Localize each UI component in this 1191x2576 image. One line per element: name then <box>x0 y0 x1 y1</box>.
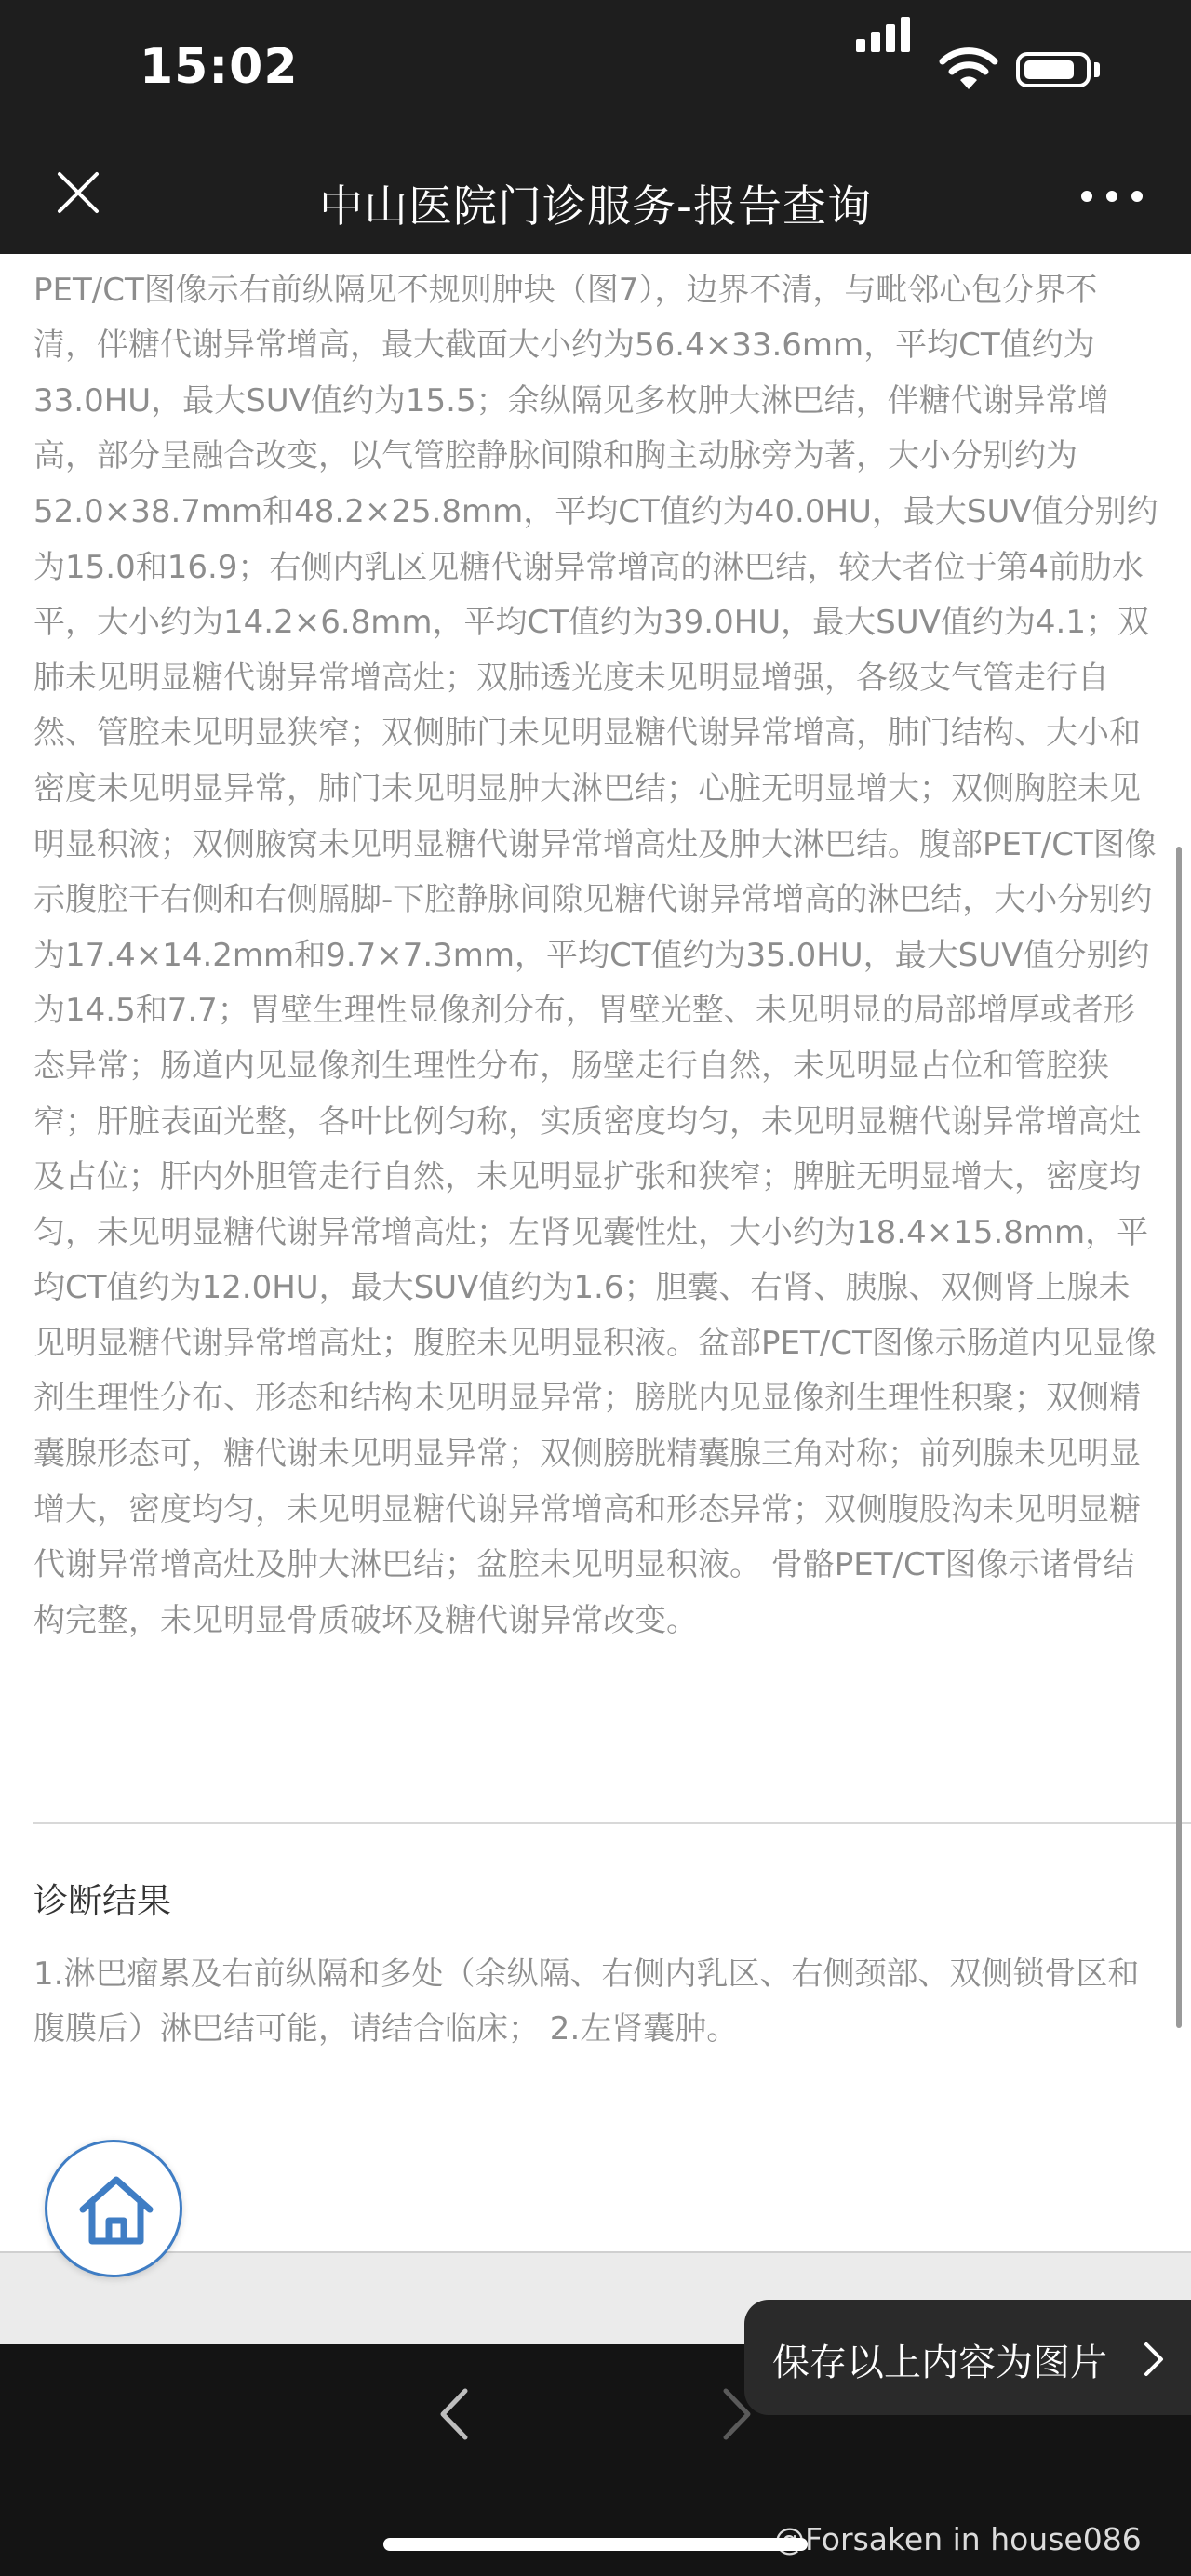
report-content[interactable] <box>0 254 1191 2344</box>
more-icon[interactable] <box>1079 181 1144 209</box>
status-bar <box>0 0 1191 144</box>
battery-tip <box>1094 62 1100 77</box>
divider <box>33 1822 1191 1824</box>
home-icon <box>75 2169 157 2250</box>
save-as-image-label: 保存以上内容为图片 <box>772 2342 1107 2384</box>
diagnosis-text: 1.淋巴瘤累及右前纵隔和多处（余纵隔、右侧内乳区、右侧颈部、双侧锁骨区和腹膜后）淋巴结可能，请结合临床； 2.左肾囊肿。 <box>33 1955 1140 2048</box>
watermark: @Forsaken in house086 <box>774 2521 1142 2557</box>
battery-icon <box>1016 52 1091 87</box>
chevron-left-icon[interactable] <box>428 2382 484 2447</box>
diagnosis-heading: 诊断结果 <box>33 1881 171 1921</box>
save-as-image-button[interactable] <box>744 2300 1191 2415</box>
home-indicator <box>383 2538 808 2551</box>
status-time: 15:02 <box>140 39 299 95</box>
wifi-icon <box>938 47 999 93</box>
page-title: 中山医院门诊服务-报告查询 <box>319 181 872 233</box>
footer-divider <box>0 2251 1191 2253</box>
report-findings: PET/CT图像示右前纵隔见不规则肿块（图7），边界不清，与毗邻心包分界不清，伴糖代谢异常增高，最大截面大小约为56.4×33.6mm，平均CT值约为33.0HU，最大SUV值约为15.5；余纵隔见多枚肿大淋巴结，伴糖代谢异常增高，部分呈融合改变，以气管腔静脉间隙和胸主动脉旁为著，大小分别约为52.0×38.7mm和48.2×25.8mm，平均CT值约为40.0HU，最大SUV值分别约为15.0和16.9；右侧内乳区见糖代谢异常增高的淋巴结，较大者位于第4前肋水平，大小约为14.2×6.8mm，平均CT值约为39.0HU，最大SUV值约为4.1；双肺未见明显糖代谢异常增高灶；双肺透光度未见明显增强，各级支气管走行自然、管腔未见明显狭窄；双侧肺门未见明显糖代谢异常增高，肺门结构、大小和密度未见明显异常，肺门未见明显肿大淋巴结；心脏无明显增大；双侧胸腔未见明显积液；双侧腋窝未见明显糖代谢异常增高灶及肿大淋巴结。腹部PET/CT图像示腹腔干右侧和右侧膈脚-下腔静脉间隙见糖代谢异常增高的淋巴结，大小分别约为17.4×14.2mm和9.7×7.3mm，平均CT值约为35.0HU，最大SUV值分别约为14.5和7.7；胃壁生理性显像剂分布，胃壁光整、未见明显的局部增厚或者形态异常；肠道内见显像剂生理性分布，肠壁走行自然，未见明显占位和管腔狭窄；肝脏表面光整，各叶比例匀称，实质密度均匀，未见明显糖代谢异常增高灶及占位；肝内外胆管走行自然，未见明显扩张和狭窄；脾脏无明显增大，密度均匀，未见明显糖代谢异常增高灶；左肾见囊性灶，大小约为18.4×15.8mm，平均CT值约为12.0HU，最大SUV值约为1.6；胆囊、右肾、胰腺、双侧肾上腺未见明显糖代谢异常增高灶；腹腔未见明显积液。盆部PET/CT图像示肠道内见显像剂生理性分布、形态和结构未见明显异常；膀胱内见显像剂生理性积聚；双侧精囊腺形态可，糖代谢未见明显异常；双侧膀胱精囊腺三角对称；前列腺未见明显增大，密度均匀，未见明显糖代谢异常增高和形态异常；双侧腹股沟未见明显糖代谢异常增高灶及肿大淋巴结；盆腔未见明显积液。 骨骼PET/CT图像示诸骨结构完整，未见明显骨质破坏及糖代谢异常改变。 <box>33 271 1158 1639</box>
scrollbar[interactable] <box>1176 847 1182 2028</box>
home-button[interactable] <box>45 2140 182 2277</box>
chevron-right-icon <box>1143 2341 1165 2378</box>
battery-level <box>1024 60 1074 79</box>
nav-bar <box>0 144 1191 254</box>
